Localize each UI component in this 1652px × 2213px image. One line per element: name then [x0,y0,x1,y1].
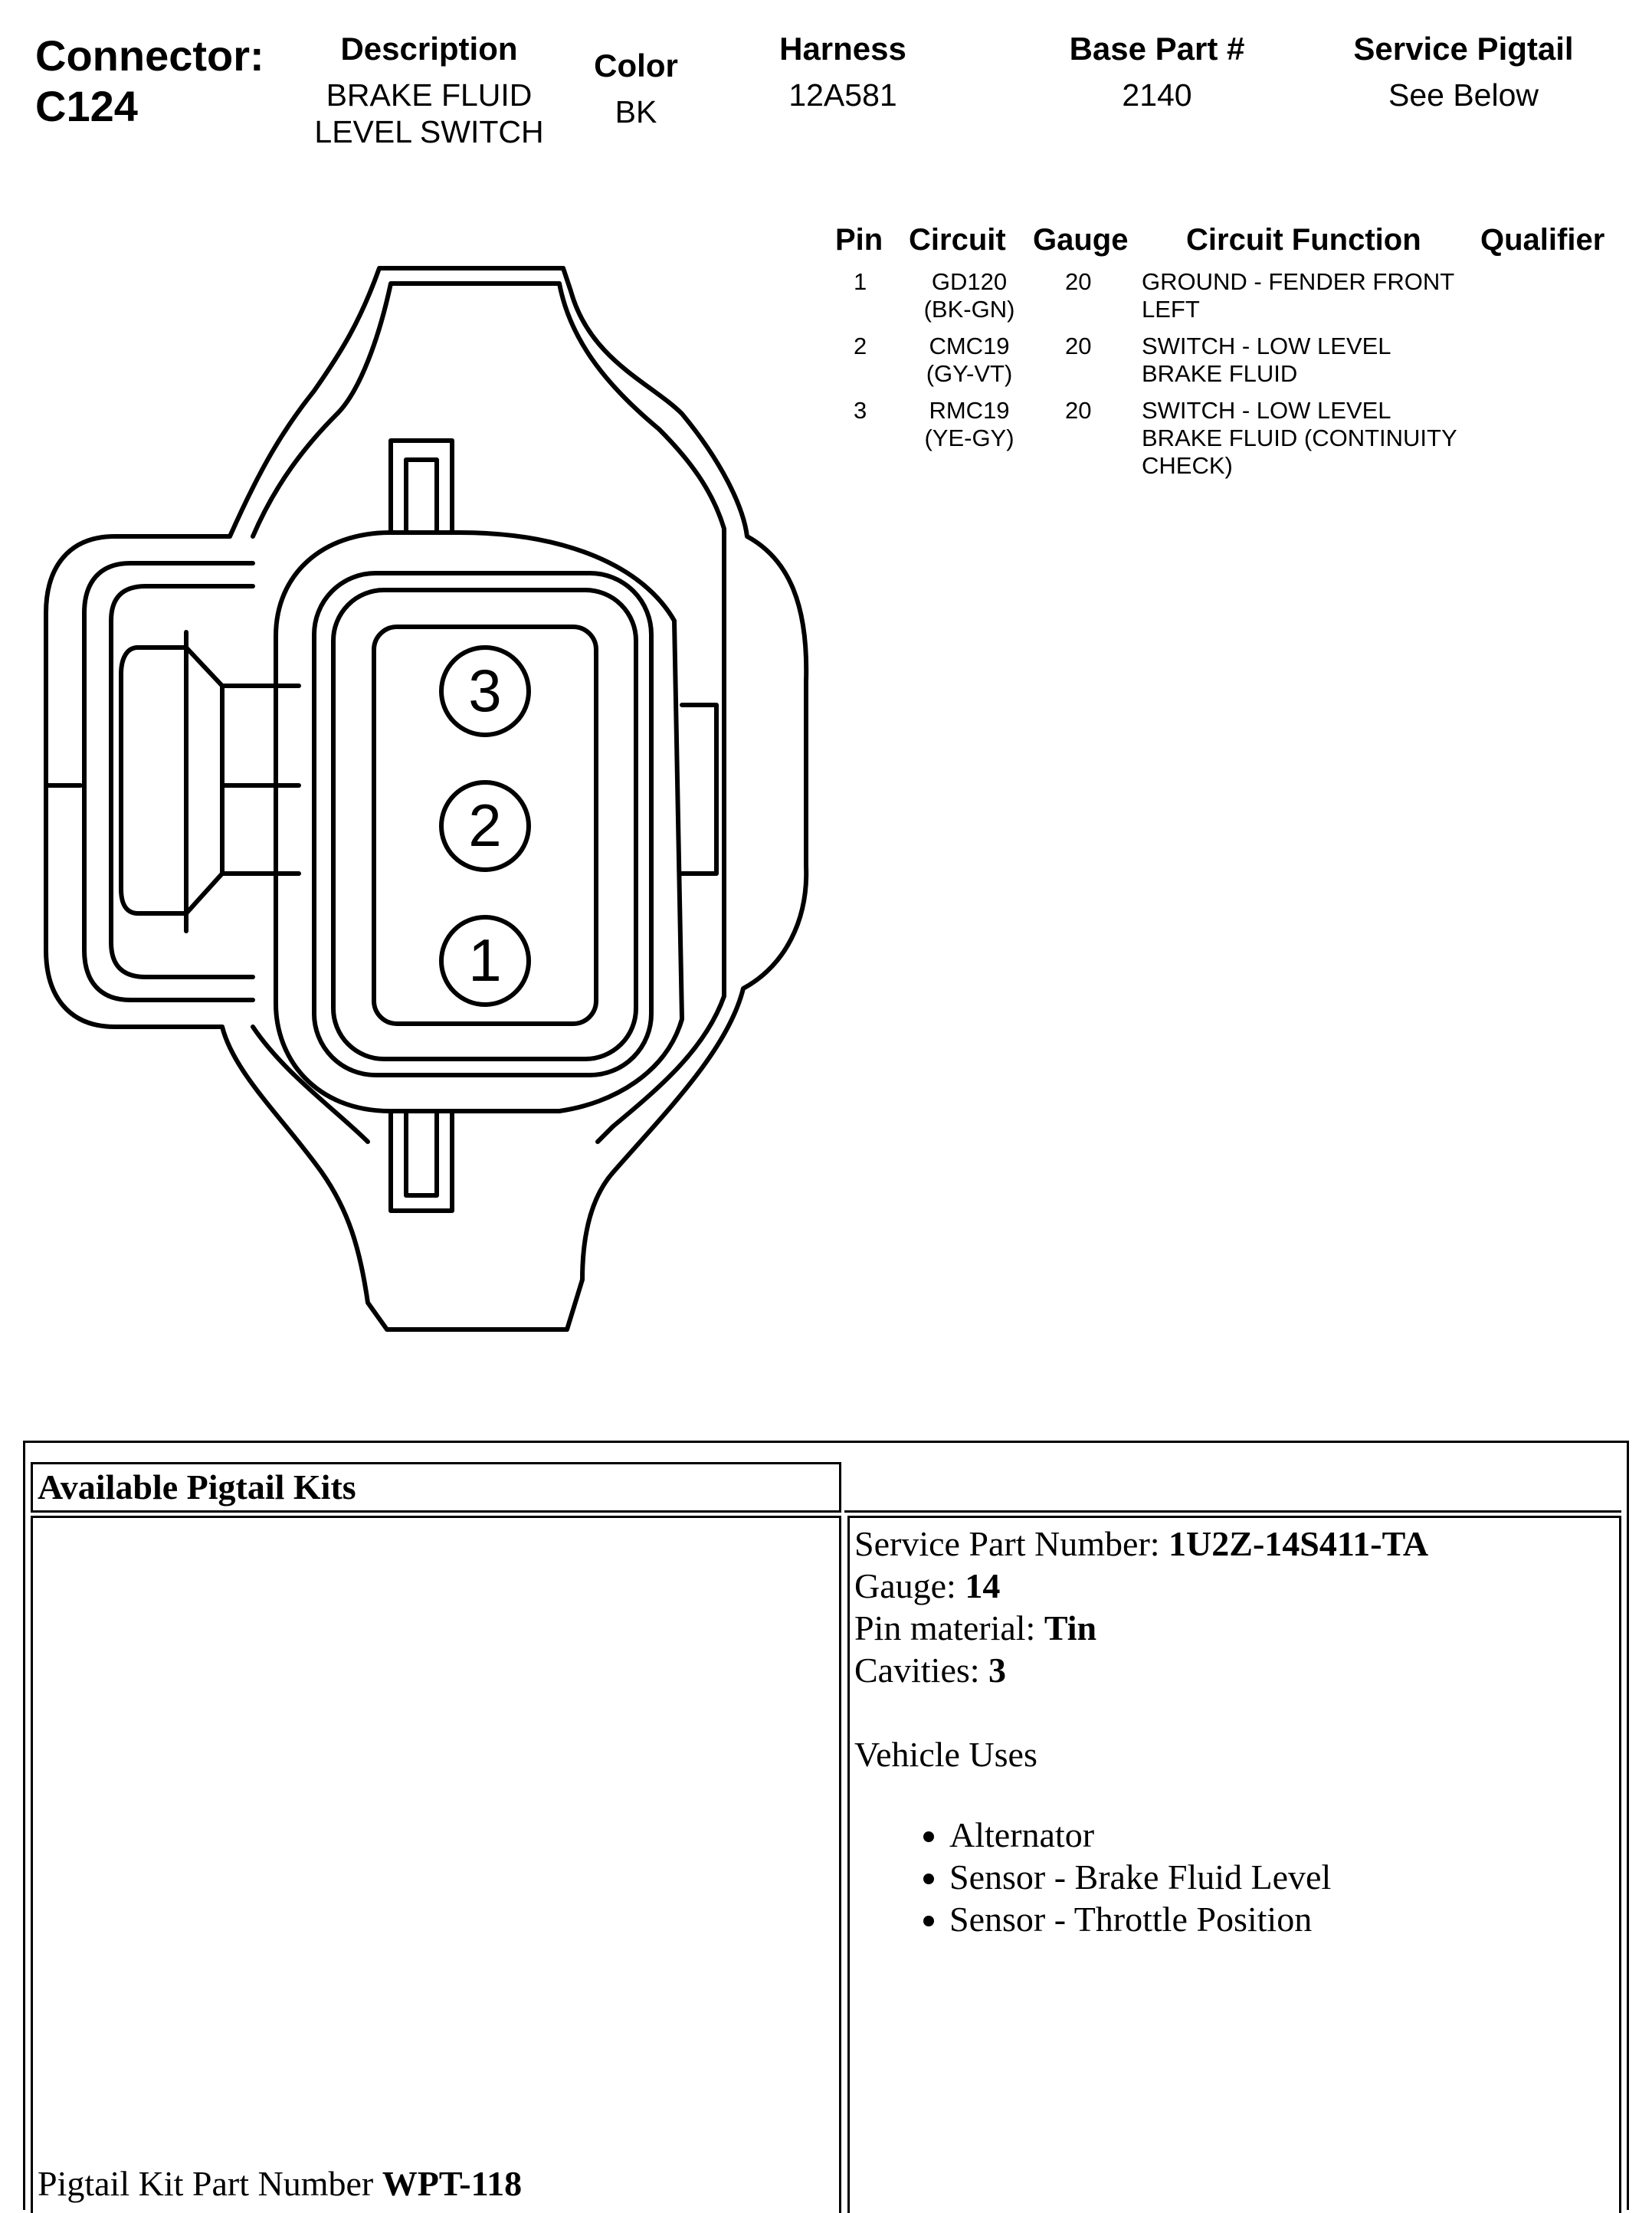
cavities-label: Cavities: [854,1651,989,1690]
base-part-column [1034,31,1280,113]
pin-row [835,333,1640,397]
description-line1: BRAKE FLUID [326,77,533,113]
pigtail-kit-part-number [38,2162,522,2205]
service-part-value: 1U2Z-14S411-TA [1169,1524,1429,1563]
connector-title [35,31,264,132]
latch-tab [121,648,186,913]
bottom-key-inner [406,1111,437,1195]
gauge-label: Gauge: [854,1566,965,1605]
top-key [391,441,452,533]
function-header: Circuit Function [1186,223,1421,257]
description-column [299,31,559,150]
vehicle-uses-list [854,1814,1428,1940]
pigtail-image-cell [31,1516,841,2213]
pin-label-2: 2 [468,792,502,859]
pin-label-1: 1 [468,926,502,994]
color-column [567,48,705,130]
gauge-value: 14 [965,1566,1001,1605]
service-pigtail-column [1326,31,1601,113]
top-key-inner [406,460,437,533]
pin-number: 3 [854,397,867,424]
connector-label: Connector: [35,31,264,80]
service-part-row [854,1523,1428,1565]
pin-material-label: Pin material: [854,1608,1044,1647]
kit-label: Pigtail Kit Part Number [38,2164,382,2203]
base-part-label: Base Part # [1069,31,1245,67]
pigtail-details-cell [847,1516,1621,2213]
circuit-header: Circuit [909,223,1006,257]
pin-header: Pin [835,223,883,257]
pigtail-header-empty-cell [844,1462,1621,1513]
pigtail-kits-title: Available Pigtail Kits [31,1462,841,1513]
latch-ramp [186,648,222,913]
pin-number: 2 [854,333,867,359]
color-label: Color [594,48,678,84]
latch-frame-inner [111,586,253,977]
harness-value: 12A581 [788,77,897,113]
base-part-value: 2140 [1122,77,1192,113]
pin-circuit: CMC19 (GY-VT) [926,333,1013,387]
connector-id: C124 [35,82,138,130]
pin-function: SWITCH - LOW LEVEL BRAKE FLUID (CONTINUITY CHECK) [1142,397,1457,479]
pin-circuit: RMC19 (YE-GY) [924,397,1014,451]
pin-material-value: Tin [1044,1608,1097,1647]
list-item: • Sensor - Brake Fluid Level [949,1856,1428,1898]
service-pigtail-label: Service Pigtail [1353,31,1574,67]
connector-face-diagram [31,261,820,1349]
kit-number: WPT-118 [382,2164,523,2203]
list-item: • Alternator [949,1814,1428,1856]
list-item: • Sensor - Throttle Position [949,1898,1428,1940]
pin-gauge: 20 [1065,333,1092,359]
pin-table-header [835,221,1640,268]
pigtail-specs [854,1523,1428,1940]
service-pigtail-value: See Below [1388,77,1539,113]
pin-gauge: 20 [1065,268,1092,295]
pin-function: GROUND - FENDER FRONT LEFT [1142,268,1455,323]
harness-label: Harness [779,31,906,67]
description-line2: LEVEL SWITCH [314,114,544,149]
pin-label-3: 3 [468,657,502,724]
color-value: BK [615,94,657,130]
pin-gauge: 20 [1065,397,1092,424]
cavities-row [854,1649,1428,1691]
pin-function: SWITCH - LOW LEVEL BRAKE FLUID [1142,333,1391,387]
pin-row [835,397,1640,479]
gauge-row [854,1565,1428,1607]
latch-lines [222,686,299,874]
cavities-value: 3 [988,1651,1007,1690]
gauge-header: Gauge [1033,223,1129,257]
pin-row [835,268,1640,333]
right-key [682,705,716,874]
service-part-label: Service Part Number: [854,1524,1169,1563]
pin-table [835,221,1640,479]
harness-column [736,31,950,113]
pin-number: 1 [854,268,867,295]
pin-material-row [854,1607,1428,1649]
vehicle-uses-title: Vehicle Uses [854,1735,1037,1774]
pin-circuit: GD120 (BK-GN) [923,268,1015,323]
connector-outer-housing [46,268,806,1329]
description-label: Description [340,31,518,67]
qualifier-header: Qualifier [1480,223,1605,257]
